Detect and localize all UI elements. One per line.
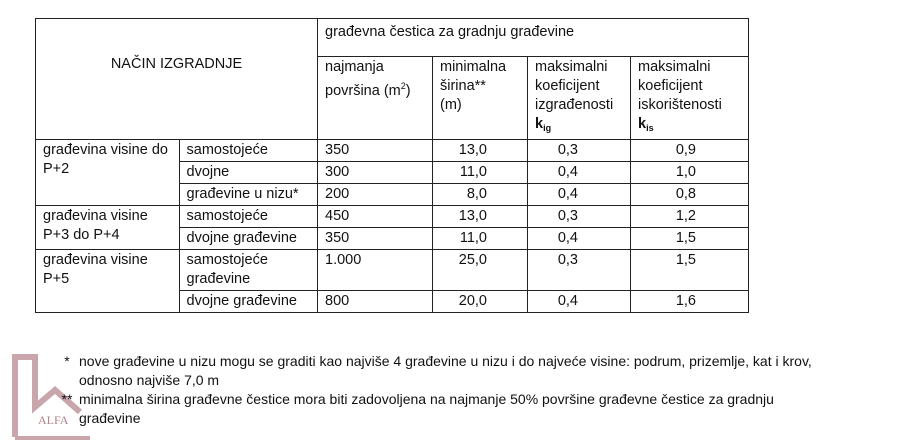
min-area: 200 (318, 184, 433, 206)
min-area: 300 (318, 162, 433, 184)
watermark-text: ALFA (38, 413, 69, 427)
kig-value: 0,3 (528, 140, 631, 162)
col-header-kis: maksimalni koeficijent iskorištenosti $k_{is}$ (631, 57, 749, 140)
kis-value: 1,5 (631, 228, 749, 250)
kig-value: 0,3 (528, 250, 631, 291)
kis-value: 1,2 (631, 206, 749, 228)
min-width: 20,0 (433, 291, 528, 313)
min-area: 350 (318, 140, 433, 162)
kis-value: 0,9 (631, 140, 749, 162)
build-type: samostojeće (179, 140, 318, 162)
header-nacin-izgradnje: NAČIN IZGRADNJE (36, 19, 318, 140)
height-category: građevina visine do P+2 (36, 140, 180, 206)
build-type: dvojne građevine (179, 291, 318, 313)
kig-value: 0,3 (528, 206, 631, 228)
build-type: samostojeće građevine (179, 250, 318, 291)
min-width: 11,0 (433, 162, 528, 184)
build-type: građevine u nizu* (179, 184, 318, 206)
min-area: 800 (318, 291, 433, 313)
col-header-kig: maksimalni koeficijent izgrađenosti $k_{ig}$ (528, 57, 631, 140)
table-row (36, 206, 749, 228)
min-width: 11,0 (433, 228, 528, 250)
min-area: 1.000 (318, 250, 433, 291)
min-width: 8,0 (433, 184, 528, 206)
min-area: 450 (318, 206, 433, 228)
min-width: 25,0 (433, 250, 528, 291)
table-row (36, 250, 749, 291)
height-category: građevina visine P+5 (36, 250, 180, 313)
kis-value: 1,5 (631, 250, 749, 291)
kis-value: 1,6 (631, 291, 749, 313)
kig-value: 0,4 (528, 228, 631, 250)
footnote-2: ** minimalna širina građevne čestice mora biti zadovoljena na najmanje 50% površine građevne čestice za gradnju građevine (61, 391, 774, 426)
min-width: 13,0 (433, 206, 528, 228)
building-parameters-table (35, 18, 749, 313)
col-header-width: minimalna širina** (m) (433, 57, 528, 140)
kis-value: 1,0 (631, 162, 749, 184)
table-row (36, 140, 749, 162)
kig-value: 0,4 (528, 291, 631, 313)
footnote-1: * nove građevine u nizu mogu se graditi kao najviše 4 građevine u nizu i do najveće visine: podrum, prizemlje, kat i krov, odnosno najviše 7,0 m (64, 353, 812, 388)
footnotes (55, 352, 839, 428)
min-width: 13,0 (433, 140, 528, 162)
col-header-area: najmanja površina $(m^2)$ (318, 57, 433, 140)
build-type: dvojne građevine (179, 228, 318, 250)
min-area: 350 (318, 228, 433, 250)
build-type: dvojne (179, 162, 318, 184)
kig-value: 0,4 (528, 184, 631, 206)
build-type: samostojeće (179, 206, 318, 228)
height-category: građevina visine P+3 do P+4 (36, 206, 180, 250)
header-group: građevna čestica za gradnju građevine (318, 19, 749, 57)
kis-value: 0,8 (631, 184, 749, 206)
kig-value: 0,4 (528, 162, 631, 184)
